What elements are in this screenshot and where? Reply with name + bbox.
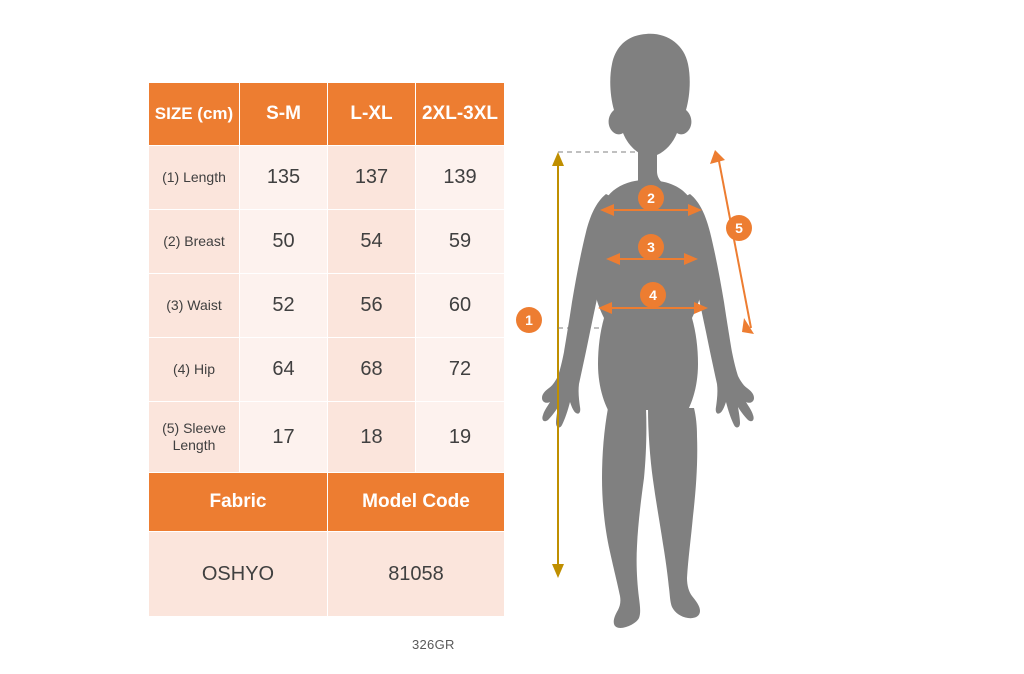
- table-row: [149, 402, 505, 473]
- table-row: [149, 146, 505, 210]
- footer-value-model-code: 81058: [328, 532, 505, 617]
- cell-hip-lxl: 68: [328, 338, 416, 402]
- size-chart-table: [148, 82, 505, 617]
- table-header-row: [149, 83, 505, 146]
- cell-breast-2xl3xl: 59: [416, 210, 505, 274]
- row-label-hip: (4) Hip: [149, 338, 240, 402]
- cell-sleeve-sm: 17: [240, 402, 328, 473]
- cell-breast-lxl: 54: [328, 210, 416, 274]
- model-reference-code: 326GR: [412, 637, 455, 652]
- column-header-size: SIZE (cm): [149, 83, 240, 146]
- female-body-silhouette-icon: [542, 34, 754, 628]
- cell-breast-sm: 50: [240, 210, 328, 274]
- cell-length-2xl3xl: 139: [416, 146, 505, 210]
- badge-3-waist: 3: [638, 234, 664, 260]
- column-header-2xl3xl: 2XL-3XL: [416, 83, 505, 146]
- table-footer-header-row: [149, 473, 505, 532]
- badge-4-hip: 4: [640, 282, 666, 308]
- footer-value-fabric: OSHYO: [149, 532, 328, 617]
- table-row: [149, 274, 505, 338]
- measurement-diagram: [520, 30, 850, 640]
- cell-length-sm: 135: [240, 146, 328, 210]
- column-header-sm: S-M: [240, 83, 328, 146]
- figure-svg: [520, 30, 850, 640]
- cell-waist-2xl3xl: 60: [416, 274, 505, 338]
- cell-hip-sm: 64: [240, 338, 328, 402]
- row-label-length: (1) Length: [149, 146, 240, 210]
- footer-header-fabric: Fabric: [149, 473, 328, 532]
- cell-sleeve-2xl3xl: 19: [416, 402, 505, 473]
- row-label-breast: (2) Breast: [149, 210, 240, 274]
- column-header-lxl: L-XL: [328, 83, 416, 146]
- row-label-waist: (3) Waist: [149, 274, 240, 338]
- cell-length-lxl: 137: [328, 146, 416, 210]
- cell-sleeve-lxl: 18: [328, 402, 416, 473]
- cell-waist-lxl: 56: [328, 274, 416, 338]
- footer-header-model-code: Model Code: [328, 473, 505, 532]
- table-row: [149, 338, 505, 402]
- row-label-sleeve-length: (5) Sleeve Length: [149, 402, 240, 473]
- table-footer-value-row: [149, 532, 505, 617]
- cell-hip-2xl3xl: 72: [416, 338, 505, 402]
- badge-5-sleeve-length: 5: [726, 215, 752, 241]
- cell-waist-sm: 52: [240, 274, 328, 338]
- table-row: [149, 210, 505, 274]
- badge-2-breast: 2: [638, 185, 664, 211]
- badge-1-length: 1: [516, 307, 542, 333]
